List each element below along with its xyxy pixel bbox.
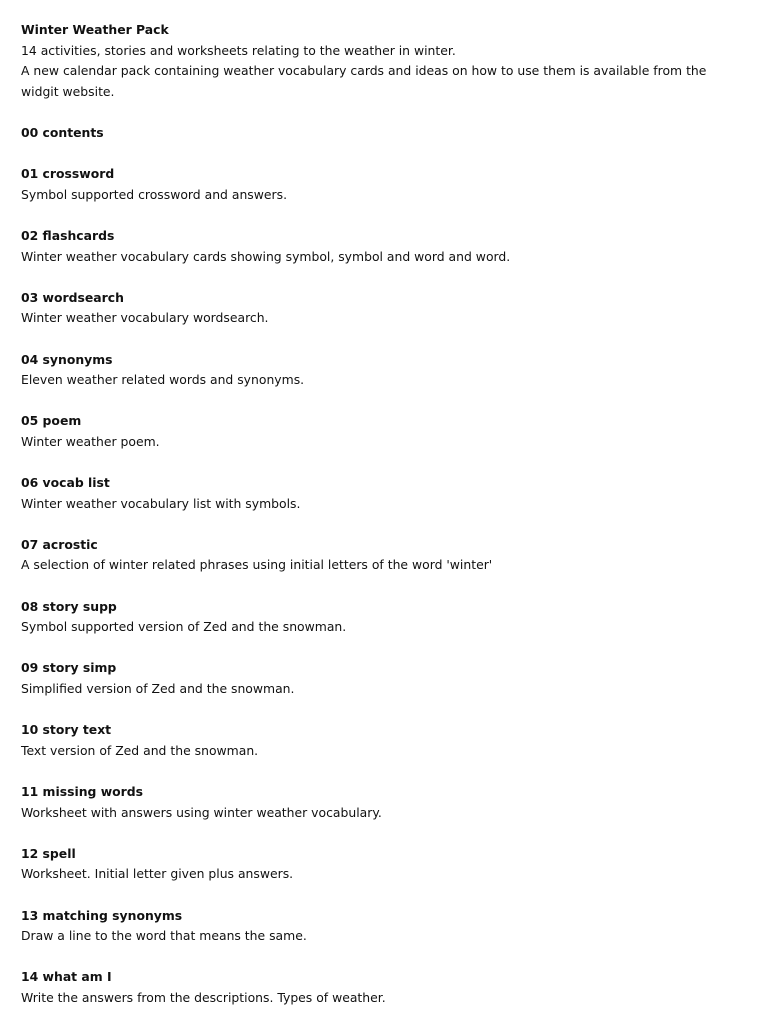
entry-what-am-i: [21, 967, 708, 1008]
entry-heading: 06 vocab list: [21, 475, 110, 491]
entry-matching-synonyms: [21, 906, 708, 947]
entry-heading: 08 story supp: [21, 598, 117, 614]
entry-heading: 14 what am I: [21, 969, 112, 985]
entry-heading: 10 story text: [21, 722, 112, 738]
entry-spell: [21, 844, 708, 885]
intro-line-3: widgit website.: [21, 83, 115, 99]
entry-heading: 02 flashcards: [21, 227, 115, 243]
entry-description: Symbol supported crossword and answers.: [21, 186, 288, 202]
entry-story-text: [21, 720, 708, 761]
entry-story-supp: [21, 597, 708, 638]
entry-heading: 11 missing words: [21, 783, 144, 799]
entry-poem: [21, 411, 708, 452]
entry-missing-words: [21, 782, 708, 823]
entry-heading: 09 story simp: [21, 660, 117, 676]
contents-heading: 00 contents: [21, 124, 104, 140]
entry-description: Worksheet. Initial letter given plus answers.: [21, 866, 294, 882]
entry-synonyms: [21, 350, 708, 391]
entry-vocab-list: [21, 473, 708, 514]
entry-description: Winter weather vocabulary wordsearch.: [21, 310, 269, 326]
intro-line-1: 14 activities, stories and worksheets relating to the weather in winter.: [21, 42, 456, 58]
entry-heading: 07 acrostic: [21, 536, 98, 552]
entry-description: Draw a line to the word that means the same.: [21, 928, 307, 944]
entry-heading: 12 spell: [21, 845, 76, 861]
entry-description: Winter weather vocabulary list with symbols.: [21, 495, 301, 511]
entry-description: Write the answers from the descriptions. Types of weather.: [21, 989, 386, 1005]
entry-description: Winter weather vocabulary cards showing symbol, symbol and word and word.: [21, 248, 511, 264]
entry-description: Worksheet with answers using winter weather vocabulary.: [21, 804, 382, 820]
entry-description: Winter weather poem.: [21, 433, 160, 449]
entry-heading: 01 crossword: [21, 166, 115, 182]
entry-heading: 03 wordsearch: [21, 289, 124, 305]
entry-heading: 05 poem: [21, 413, 82, 429]
entry-acrostic: [21, 535, 708, 576]
entry-description: A selection of winter related phrases using initial letters of the word 'winter': [21, 557, 493, 573]
spacer: [21, 102, 708, 123]
entry-flashcards: [21, 226, 708, 267]
entry-wordsearch: [21, 288, 708, 329]
document-title: Winter Weather Pack: [21, 22, 169, 37]
contents-entry: [21, 123, 708, 144]
entry-story-simp: [21, 658, 708, 699]
entry-description: Symbol supported version of Zed and the snowman.: [21, 619, 347, 635]
entry-description: Text version of Zed and the snowman.: [21, 742, 259, 758]
entry-description: Eleven weather related words and synonyms.: [21, 372, 305, 388]
entry-description: Simplified version of Zed and the snowman.: [21, 681, 295, 696]
entry-heading: 04 synonyms: [21, 351, 113, 367]
entry-crossword: [21, 164, 708, 205]
intro-line-2: A new calendar pack containing weather vocabulary cards and ideas on how to use them is available from the: [21, 63, 707, 79]
entry-heading: 13 matching synonyms: [21, 907, 183, 923]
